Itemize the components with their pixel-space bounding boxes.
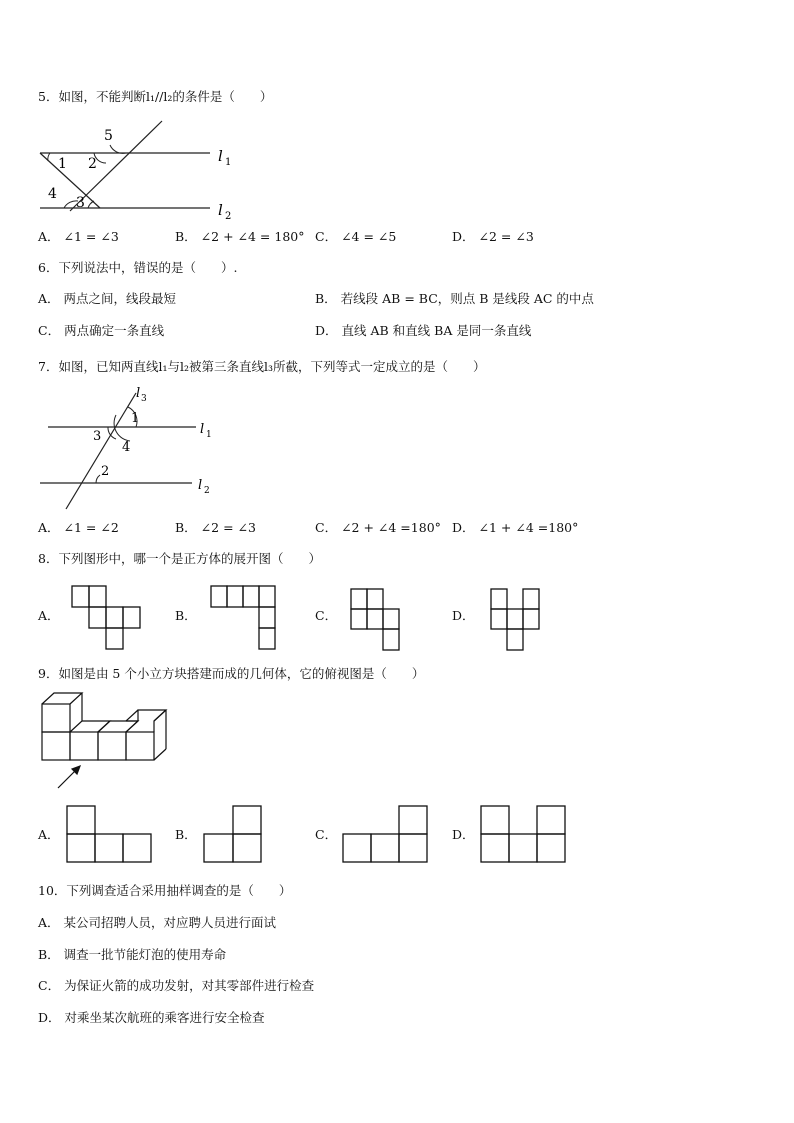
q5-label-3: 3 <box>76 195 85 211</box>
q10-stem: 10．下列调查适合采用抽样调查的是（ ） <box>38 883 292 898</box>
q5-label-1: 1 <box>58 156 67 172</box>
option-letter: D． <box>452 520 475 535</box>
q6-stem: 6．下列说法中，错误的是（ ）. <box>38 260 238 275</box>
option-text: ∠2 = ∠3 <box>200 520 256 535</box>
option-letter: D． <box>38 1010 61 1025</box>
q10-option-b[interactable] <box>38 947 226 963</box>
q9-solid-figure <box>38 690 168 800</box>
q7-label-l2: l <box>198 478 203 493</box>
option-letter: C． <box>38 323 61 338</box>
option-letter: C． <box>315 520 338 535</box>
q9-option-a-view[interactable] <box>66 805 156 865</box>
q8-option-a-net[interactable] <box>71 585 141 651</box>
q7-label-4: 4 <box>122 440 131 455</box>
q7-label-l3-sub: 3 <box>141 394 147 404</box>
q9-stem: 9．如图是由 5 个小立方块搭建而成的几何体，它的俯视图是（ ） <box>38 666 425 681</box>
q9-option-d-view[interactable] <box>480 805 570 865</box>
option-text: 两点确定一条直线 <box>64 323 165 338</box>
option-text: 若线段 AB = BC，则点 B 是线段 AC 的中点 <box>340 291 594 306</box>
option-text: ∠1 = ∠3 <box>63 229 119 244</box>
q8-option-a-letter[interactable]: A． <box>38 608 60 623</box>
q9-option-c-view[interactable] <box>342 805 432 865</box>
q5-option-d[interactable] <box>452 229 534 245</box>
option-letter: A． <box>38 291 60 306</box>
option-letter: D． <box>452 229 475 244</box>
q9-option-a-letter[interactable]: A． <box>38 827 60 842</box>
option-text: ∠2 + ∠4 =180° <box>341 520 441 535</box>
q10-option-c[interactable] <box>38 978 314 994</box>
q6-option-a[interactable] <box>38 291 176 307</box>
option-letter: A． <box>38 915 60 930</box>
option-letter: A． <box>38 520 60 535</box>
option-letter: B． <box>38 947 60 962</box>
q10-option-a[interactable] <box>38 915 276 931</box>
option-text: ∠2 + ∠4 = 180° <box>200 229 305 244</box>
q8-option-b-net[interactable] <box>210 585 280 651</box>
q5-label-l1-sub: 1 <box>225 157 232 168</box>
q7-label-2: 2 <box>101 464 110 479</box>
q7-figure <box>36 385 236 515</box>
q5-label-4: 4 <box>48 186 57 202</box>
q7-label-1: 1 <box>131 411 140 426</box>
option-letter: D． <box>315 323 338 338</box>
q5-option-a[interactable] <box>38 229 119 245</box>
q5-figure <box>30 115 270 225</box>
q7-option-b[interactable] <box>175 520 256 536</box>
option-text: ∠1 + ∠4 =180° <box>478 520 579 535</box>
q5-option-b[interactable] <box>175 229 304 245</box>
q7-label-3: 3 <box>93 429 102 444</box>
q8-option-c-letter[interactable]: C． <box>315 608 338 623</box>
q8-option-c-net[interactable] <box>350 588 410 654</box>
option-text: ∠1 = ∠2 <box>63 520 119 535</box>
q9-option-b-view[interactable] <box>203 805 267 865</box>
option-text: 为保证火箭的成功发射，对其零部件进行检查 <box>64 978 315 993</box>
q8-option-d-letter[interactable]: D． <box>452 608 475 623</box>
option-text: ∠4 = ∠5 <box>341 229 397 244</box>
option-text: 调查一批节能灯泡的使用寿命 <box>63 947 227 962</box>
q8-option-b-letter[interactable]: B． <box>175 608 197 623</box>
q8-stem: 8．下列图形中，哪一个是正方体的展开图（ ） <box>38 551 321 566</box>
q8-option-d-net[interactable] <box>490 588 550 654</box>
option-text: 对乘坐某次航班的乘客进行安全检查 <box>64 1010 265 1025</box>
q7-label-l1-sub: 1 <box>206 430 212 440</box>
q10-option-d[interactable] <box>38 1010 265 1026</box>
q7-option-d[interactable] <box>452 520 578 536</box>
q7-label-l2-sub: 2 <box>204 486 210 496</box>
option-letter: B． <box>175 520 197 535</box>
option-text: ∠2 = ∠3 <box>478 229 534 244</box>
option-letter: C． <box>38 978 61 993</box>
q7-option-a[interactable] <box>38 520 119 536</box>
q7-label-l1: l <box>200 422 205 437</box>
option-text: 两点之间，线段最短 <box>63 291 177 306</box>
option-letter: C． <box>315 229 338 244</box>
option-text: 某公司招聘人员，对应聘人员进行面试 <box>63 915 277 930</box>
q6-option-b[interactable] <box>315 291 594 307</box>
option-letter: B． <box>175 229 197 244</box>
q5-label-l2-sub: 2 <box>225 211 232 222</box>
q7-label-l3: l <box>136 386 141 401</box>
option-letter: A． <box>38 229 60 244</box>
q9-option-d-letter[interactable]: D． <box>452 827 475 842</box>
q5-label-5: 5 <box>104 128 113 144</box>
q6-option-d[interactable] <box>315 323 531 339</box>
q5-label-2: 2 <box>88 156 97 172</box>
option-text: 直线 AB 和直线 BA 是同一条直线 <box>341 323 532 338</box>
q5-option-c[interactable] <box>315 229 396 245</box>
q5-stem: 5．如图，不能判断l₁//l₂的条件是（ ） <box>38 89 273 104</box>
q6-option-c[interactable] <box>38 323 164 339</box>
q7-option-c[interactable] <box>315 520 441 536</box>
q5-label-l1: l <box>218 147 223 165</box>
q5-label-l2: l <box>218 201 223 219</box>
option-letter: B． <box>315 291 337 306</box>
q9-option-c-letter[interactable]: C． <box>315 827 338 842</box>
q7-stem: 7．如图，已知两直线l₁与l₂被第三条直线l₃所截，下列等式一定成立的是（ ） <box>38 359 486 374</box>
q9-option-b-letter[interactable]: B． <box>175 827 197 842</box>
